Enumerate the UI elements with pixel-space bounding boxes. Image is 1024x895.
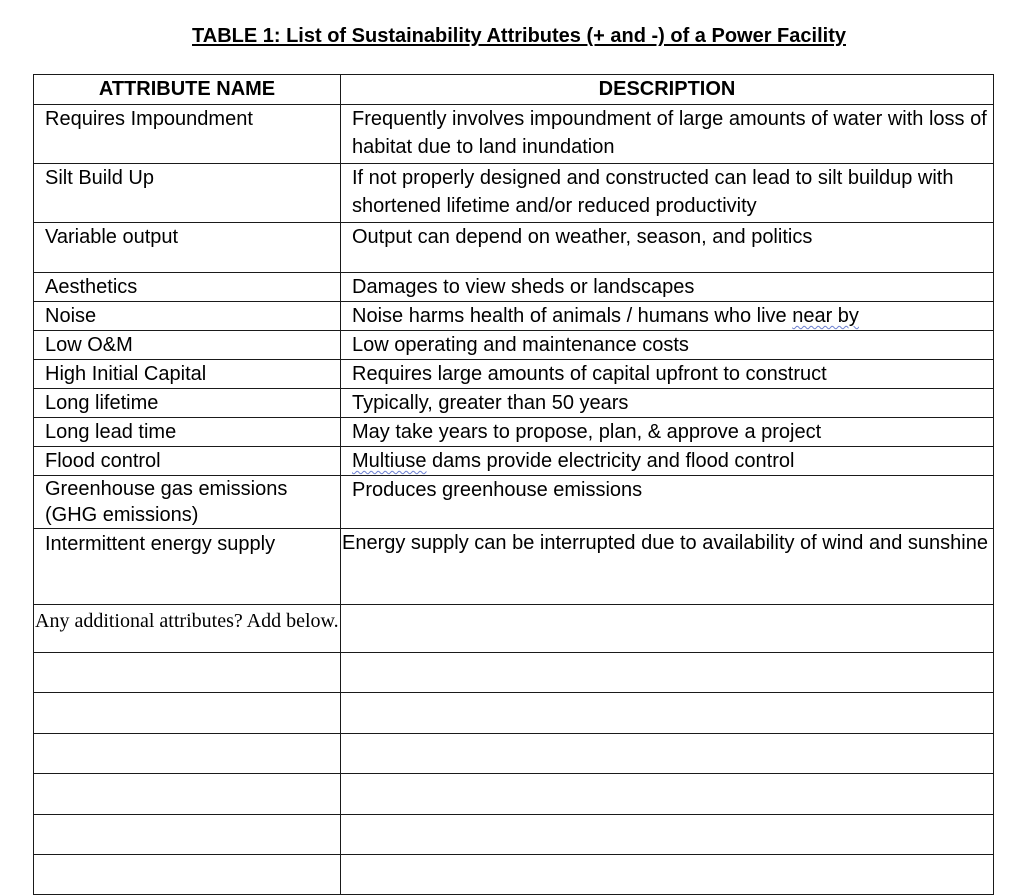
attributes-table xyxy=(33,74,994,895)
empty-row xyxy=(34,855,994,895)
description-cell[interactable] xyxy=(341,302,994,331)
spelling-flag: Multiuse xyxy=(352,450,427,472)
header-description: DESCRIPTION xyxy=(341,75,994,105)
description-cell[interactable]: If not properly designed and constructed can lead to silt buildup with shortened lifetime and/or reduced productivity xyxy=(341,164,994,223)
description-cell[interactable] xyxy=(341,605,994,653)
attribute-cell[interactable]: Variable output xyxy=(34,223,341,273)
attribute-cell[interactable]: Greenhouse gas emissions (GHG emissions) xyxy=(34,476,341,529)
description-cell[interactable]: Frequently involves impoundment of large amounts of water with loss of habitat due to land inundation xyxy=(341,105,994,164)
table-header-row xyxy=(34,75,994,105)
table-row xyxy=(34,360,994,389)
attribute-cell[interactable]: High Initial Capital xyxy=(34,360,341,389)
attribute-cell[interactable]: Intermittent energy supply xyxy=(34,529,341,605)
empty-attribute-cell[interactable] xyxy=(34,855,341,895)
attribute-cell[interactable]: Noise xyxy=(34,302,341,331)
spelling-flag: near by xyxy=(792,305,859,327)
attribute-cell[interactable]: Low O&M xyxy=(34,331,341,360)
description-cell[interactable]: Output can depend on weather, season, and politics xyxy=(341,223,994,273)
empty-attribute-cell[interactable] xyxy=(34,693,341,734)
description-cell[interactable]: Low operating and maintenance costs xyxy=(341,331,994,360)
page-title: TABLE 1: List of Sustainability Attributes (+ and -) of a Power Facility xyxy=(192,25,846,47)
description-text: dams provide electricity and flood control xyxy=(426,450,795,472)
empty-attribute-cell[interactable] xyxy=(34,734,341,774)
header-attribute-name: ATTRIBUTE NAME xyxy=(34,75,341,105)
empty-description-cell[interactable] xyxy=(341,693,994,734)
table-row xyxy=(34,476,994,529)
attribute-cell[interactable]: Silt Build Up xyxy=(34,164,341,223)
empty-row xyxy=(34,774,994,815)
empty-description-cell[interactable] xyxy=(341,653,994,693)
attribute-cell[interactable]: Aesthetics xyxy=(34,273,341,302)
description-cell[interactable]: Damages to view sheds or landscapes xyxy=(341,273,994,302)
table-row xyxy=(34,389,994,418)
table-row xyxy=(34,605,994,653)
empty-row xyxy=(34,815,994,855)
description-cell[interactable] xyxy=(341,447,994,476)
table-row xyxy=(34,418,994,447)
table-row xyxy=(34,273,994,302)
attribute-cell[interactable]: Any additional attributes? Add below. xyxy=(34,605,341,653)
empty-attribute-cell[interactable] xyxy=(34,815,341,855)
empty-row xyxy=(34,653,994,693)
description-cell[interactable]: May take years to propose, plan, & approve a project xyxy=(341,418,994,447)
empty-attribute-cell[interactable] xyxy=(34,653,341,693)
table-row xyxy=(34,447,994,476)
table-row xyxy=(34,105,994,164)
empty-description-cell[interactable] xyxy=(341,855,994,895)
table-row xyxy=(34,302,994,331)
attribute-cell[interactable]: Long lead time xyxy=(34,418,341,447)
table-row xyxy=(34,331,994,360)
description-cell[interactable]: Produces greenhouse emissions xyxy=(341,476,994,529)
empty-row xyxy=(34,693,994,734)
description-cell[interactable]: Typically, greater than 50 years xyxy=(341,389,994,418)
description-text: Noise harms health of animals / humans who live xyxy=(352,305,793,327)
attribute-cell[interactable]: Flood control xyxy=(34,447,341,476)
empty-description-cell[interactable] xyxy=(341,774,994,815)
table-row xyxy=(34,529,994,605)
empty-description-cell[interactable] xyxy=(341,734,994,774)
table-row xyxy=(34,223,994,273)
description-cell[interactable]: Requires large amounts of capital upfront to construct xyxy=(341,360,994,389)
table-row xyxy=(34,164,994,223)
description-cell[interactable]: Energy supply can be interrupted due to availability of wind and sunshine xyxy=(341,529,994,605)
empty-attribute-cell[interactable] xyxy=(34,774,341,815)
attribute-cell[interactable]: Requires Impoundment xyxy=(34,105,341,164)
attribute-cell[interactable]: Long lifetime xyxy=(34,389,341,418)
empty-row xyxy=(34,734,994,774)
empty-description-cell[interactable] xyxy=(341,815,994,855)
